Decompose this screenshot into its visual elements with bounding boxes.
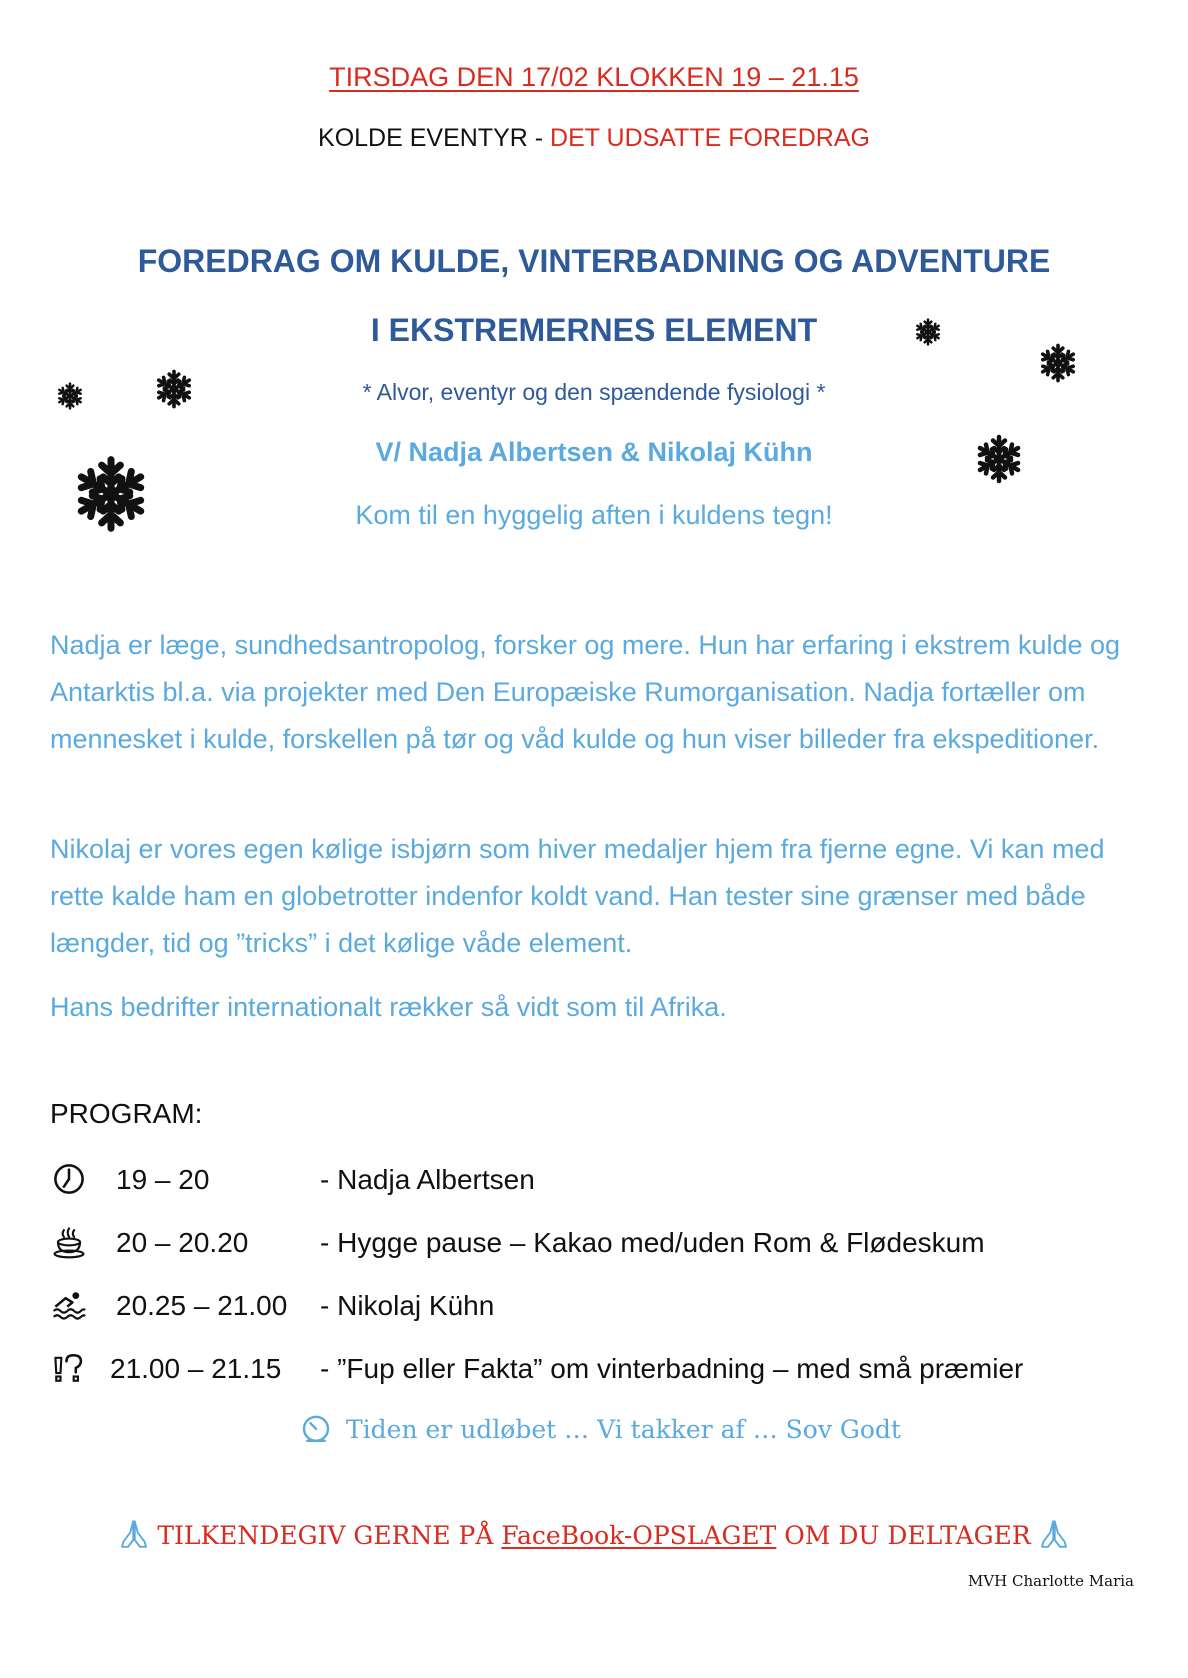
program-row bbox=[50, 1347, 1150, 1391]
program-row bbox=[50, 1221, 1150, 1265]
alarm-clock-icon bbox=[300, 1412, 332, 1444]
event-date-line bbox=[0, 62, 1188, 93]
coffee-cup-icon bbox=[52, 1225, 86, 1259]
praying-hands-icon bbox=[119, 1518, 149, 1550]
closing-line bbox=[300, 1412, 901, 1444]
subtitle-red-text: DET UDSATTE FOREDRAG bbox=[550, 124, 870, 152]
question-exclamation-icon bbox=[52, 1351, 86, 1385]
tagline: * Alvor, eventyr og den spændende fysiologi * bbox=[362, 379, 826, 405]
snowflake-icon bbox=[154, 369, 194, 409]
closing-text: Tiden er udløbet … Vi takker af … Sov Godt bbox=[346, 1415, 901, 1444]
event-subtitle bbox=[0, 124, 1188, 153]
date-text: TIRSDAG DEN 17/02 KLOKKEN 19 – 21.15 bbox=[329, 62, 859, 92]
paragraph-nadja: Nadja er læge, sundhedsantropolog, forsker og mere. Hun har erfaring i ekstrem kulde og Antarktis bl.a. via projekter med Den Europæiske Rumorganisation. Nadja fortæller om mennesket i kulde, forskellen på tør og våd kulde og hun viser billeder fra ekspeditioner. bbox=[50, 630, 1121, 754]
praying-hands-icon bbox=[1039, 1518, 1069, 1550]
rsvp-text-after: OM DU DELTAGER bbox=[776, 1521, 1031, 1550]
program-desc: - Nikolaj Kühn bbox=[320, 1290, 495, 1321]
paragraph-africa: Hans bedrifter internationalt rækker så vidt som til Afrika. bbox=[50, 992, 727, 1022]
snowflake-icon bbox=[974, 433, 1024, 485]
facebook-post-link[interactable]: FaceBook-OPSLAGET bbox=[501, 1521, 777, 1550]
snowflake-icon bbox=[56, 382, 84, 410]
rsvp-text-before: TILKENDEGIV GERNE PÅ bbox=[157, 1521, 502, 1550]
program-row bbox=[50, 1158, 1150, 1202]
program-heading: PROGRAM: bbox=[50, 1098, 203, 1129]
title-line-2: I EKSTREMERNES ELEMENT bbox=[370, 312, 818, 348]
snowflake-icon bbox=[1038, 343, 1078, 383]
paragraph-nikolaj: Nikolaj er vores egen kølige isbjørn som hiver medaljer hjem fra fjerne egne. Vi kan med rette kalde ham en globetrotter indenfor koldt vand. Han tester sine grænser med både længder, tid og ”tricks” i det kølige våde element. bbox=[50, 834, 1105, 958]
snowflake-icon bbox=[72, 453, 150, 535]
invite-text: Kom til en hyggelig aften i kuldens tegn! bbox=[355, 500, 833, 530]
program-time: 20.25 – 21.00 bbox=[116, 1290, 288, 1321]
rsvp-line bbox=[0, 1518, 1188, 1550]
program-time: 21.00 – 21.15 bbox=[110, 1353, 282, 1384]
clock-icon bbox=[52, 1162, 86, 1196]
signature: MVH Charlotte Maria bbox=[967, 1572, 1134, 1590]
program-row bbox=[50, 1284, 1150, 1328]
title-line-1: FOREDRAG OM KULDE, VINTERBADNING OG ADVENTURE bbox=[137, 243, 1051, 279]
program-desc: - Hygge pause – Kakao med/uden Rom & Flødeskum bbox=[320, 1227, 985, 1258]
snowflake-icon bbox=[914, 318, 942, 346]
presenters: V/ Nadja Albertsen & Nikolaj Kühn bbox=[375, 437, 813, 467]
subtitle-black-text: KOLDE EVENTYR - bbox=[318, 124, 551, 152]
program-desc: - ”Fup eller Fakta” om vinterbadning – med små præmier bbox=[320, 1353, 1024, 1384]
program-time: 19 – 20 bbox=[116, 1164, 210, 1195]
program-desc: - Nadja Albertsen bbox=[320, 1164, 535, 1195]
swimmer-icon bbox=[52, 1288, 86, 1322]
program-time: 20 – 20.20 bbox=[116, 1227, 249, 1258]
